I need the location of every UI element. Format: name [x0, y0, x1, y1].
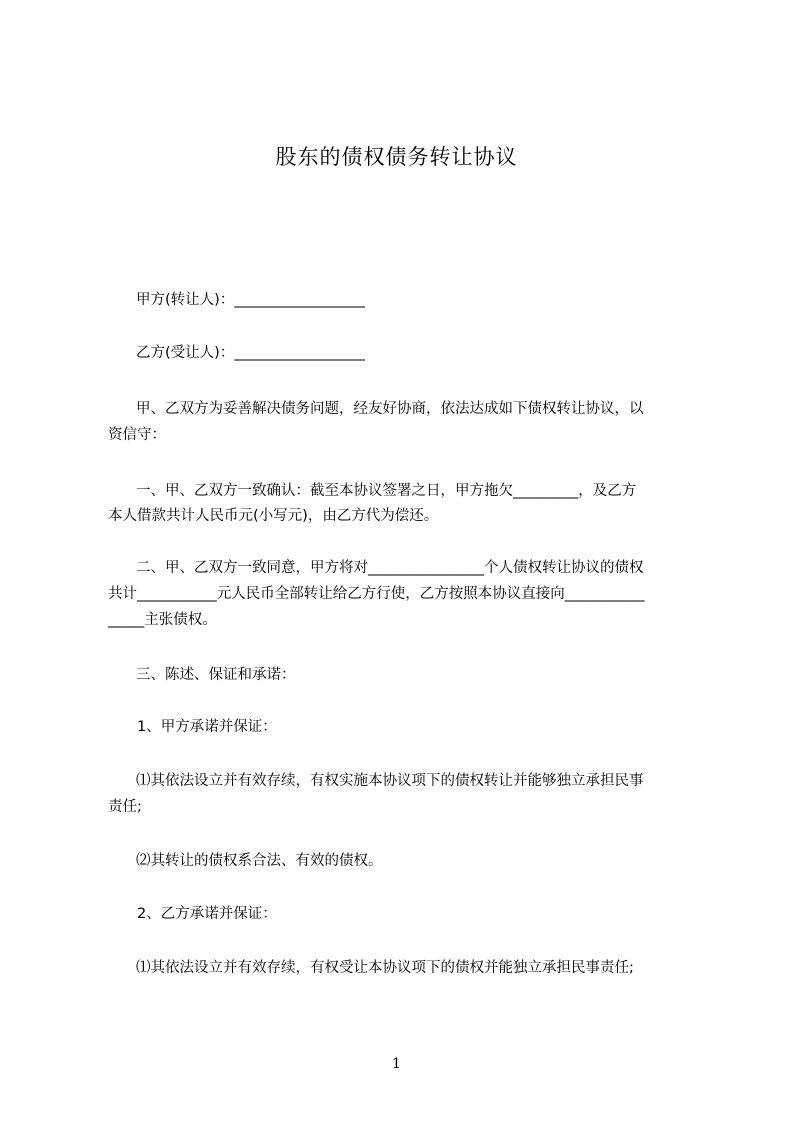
clause-2-line-2: 共计___________元人民币全部转让给乙方行使，乙方按照本协议直接向___________ [108, 586, 645, 602]
page-number: 1 [392, 1056, 401, 1072]
party-a-line: 甲方(转让人)：__________________ [136, 292, 365, 308]
clause-2-line-3: _____主张债权。 [108, 612, 217, 628]
clause-3-heading: 三、陈述、保证和承诺： [136, 667, 296, 683]
intro-paragraph-line-2: 资信守： [108, 427, 166, 443]
intro-paragraph-line-1: 甲、乙双方为妥善解决债务问题，经友好协商，依法达成如下债权转让协议，以 [136, 401, 644, 417]
clause-1-line-2: 本人借款共计人民币元(小写元)，由乙方代为偿还。 [108, 508, 439, 524]
clause-1-line-1: 一、甲、乙双方一致确认：截至本协议签署之日，甲方拖欠_________，及乙方 [136, 483, 637, 499]
party-a-promise-heading: 1、甲方承诺并保证： [137, 719, 277, 735]
document-title: 股东的债权债务转让协议 [275, 145, 518, 169]
party-b-item-1: ⑴其依法设立并有效存续，有权受让本协议项下的债权并能独立承担民事责任; [136, 960, 634, 976]
party-b-line: 乙方(受让人)：__________________ [136, 345, 365, 361]
clause-2-line-1: 二、甲、乙双方一致同意，甲方将对________________个人债权转让协议的债权 [136, 560, 644, 576]
party-a-item-2: ⑵其转让的债权系合法、有效的债权。 [136, 853, 383, 869]
party-b-promise-heading: 2、乙方承诺并保证： [137, 906, 277, 922]
party-a-item-1-line-2: 责任; [108, 799, 142, 815]
party-a-item-1-line-1: ⑴其依法设立并有效存续，有权实施本协议项下的债权转让并能够独立承担民事 [136, 773, 644, 789]
